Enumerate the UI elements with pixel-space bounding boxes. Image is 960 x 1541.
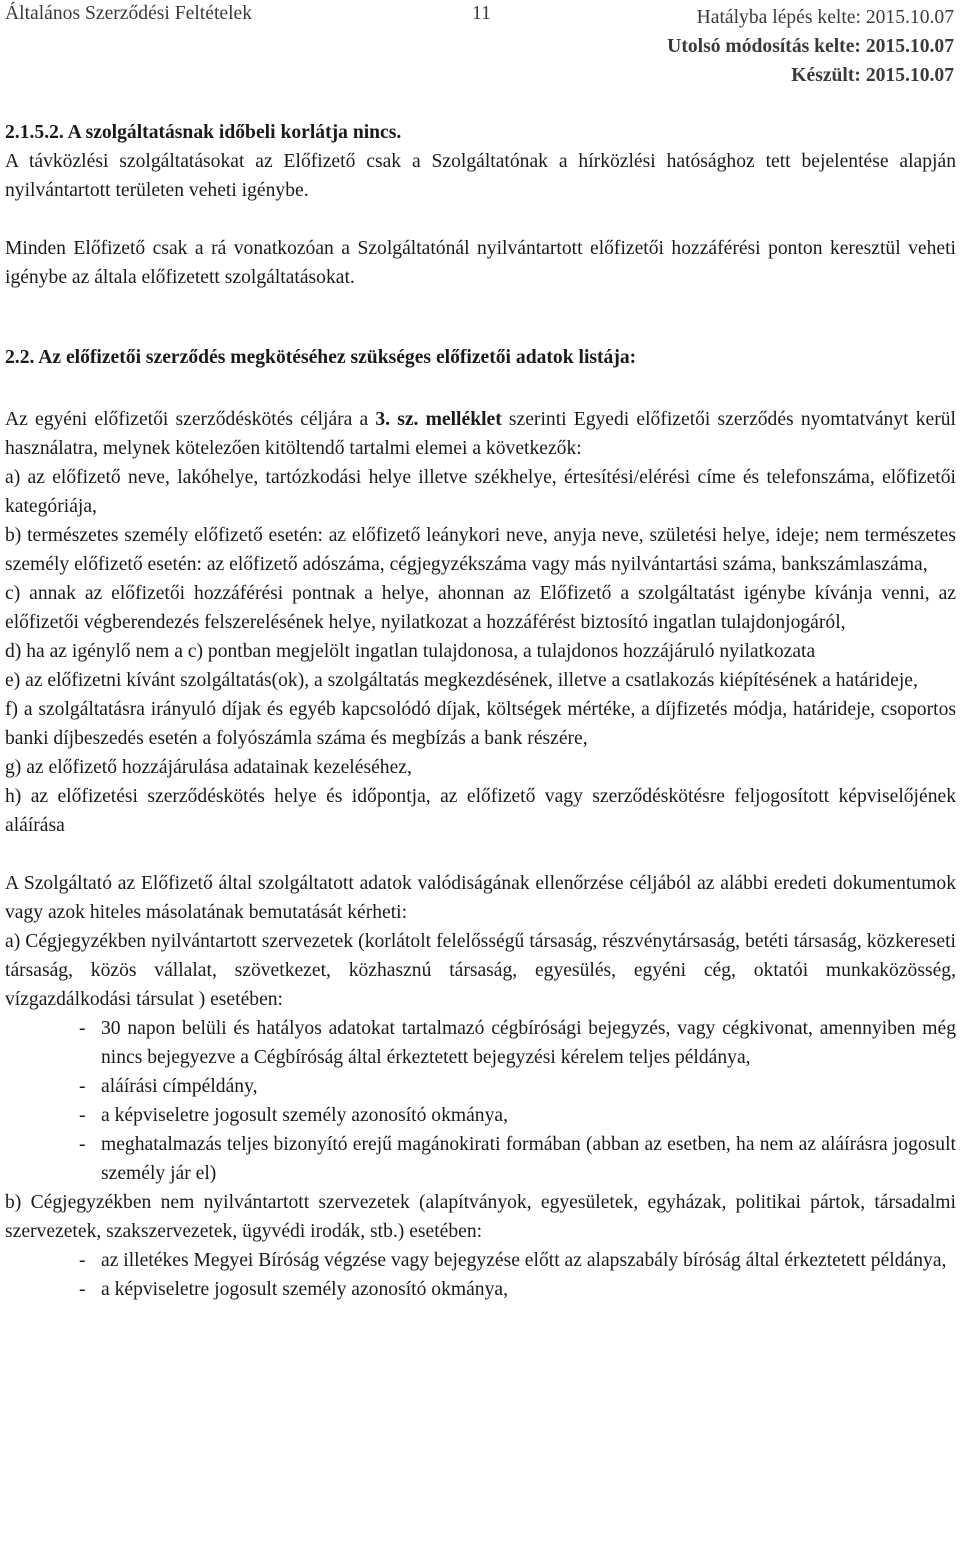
section-2-1-5-2-paragraph-2: Minden Előfizető csak a rá vonatkozóan a Szolgáltatónál nyilvántartott előfizetői hozzáférési ponton keresztül veheti igénybe az általa előfizetett szolgáltatásokat.	[5, 238, 956, 288]
intro-text-a: Az egyéni előfizetői szerződéskötés céljára a	[5, 409, 376, 430]
list-item-d: d) ha az igénylő nem a c) pontban megjelölt ingatlan tulajdonosa, a tulajdonos hozzájáruló nyilatkozata	[5, 641, 816, 662]
document-body	[5, 118, 956, 1304]
verification-intro: A Szolgáltató az Előfizető által szolgáltatott adatok valódiságának ellenőrzése céljából az alábbi eredeti dokumentumok vagy azok hiteles másolatának bemutatását kérheti:	[5, 873, 956, 923]
registered-organisations-intro: a) Cégjegyzékben nyilvántartott szervezetek (korlátolt felelősségű társaság, részvénytársaság, betéti társaság, közkereseti társaság, közös vállalat, szövetkezet, közhasznú társaság, egyesülés, egyéni cég, oktatói munkaközösség, vízgazdálkodási társulat ) esetében:	[5, 931, 956, 1010]
dash-item	[5, 1130, 956, 1188]
intro-text-b: szerinti Egyedi előfizetői szerződés nyomtatványt kerül használatra, melynek kötelezően kitöltendő tartalmi elemei a következők:	[5, 409, 956, 459]
dash-marker: -	[79, 1134, 86, 1155]
header-created-date: Készült: 2015.10.07	[791, 65, 954, 86]
list-item-b: b) természetes személy előfizető esetén: az előfizető leánykori neve, anyja neve, születési helye, ideje; nem természetes személy előfizető esetén: az előfizető adószáma, cégjegyzékszáma vagy más nyilvántartási száma, bankszámlaszáma,	[5, 525, 956, 575]
list-item-f: f) a szolgáltatásra irányuló díjak és egyéb kapcsolódó díjak, költségek mértéke, a díjfizetés módja, határideje, csoportos banki díjbeszedés esetén a folyószámla száma és megbízás a bank részére,	[5, 699, 956, 749]
dash-marker: -	[79, 1018, 86, 1039]
list-item-c: c) annak az előfizetői hozzáférési pontnak a helye, ahonnan az Előfizető a szolgáltatást igénybe kívánja venni, az előfizetői végberendezés felszerelésének helye, nyilatkozat a hozzáférést biztosító ingatlan tulajdonjogáról,	[5, 583, 956, 633]
dash-item-text: a képviseletre jogosult személy azonosító okmánya,	[101, 1279, 509, 1300]
dash-item	[5, 1101, 956, 1130]
list-item-a: a) az előfizető neve, lakóhelye, tartózkodási helye illetve székhelye, értesítési/elérési címe és telefonszáma, előfizetői kategóriája,	[5, 467, 956, 517]
dash-marker: -	[79, 1250, 86, 1271]
dash-item-text: az illetékes Megyei Bíróság végzése vagy bejegyzése előtt az alapszabály bíróság által érkeztetett példánya,	[101, 1250, 947, 1271]
section-2-2-intro	[5, 401, 956, 463]
dash-item-text: meghatalmazás teljes bizonyító erejű magánokirati formában (abban az esetben, ha nem az aláírásra jogosult személy jár el)	[101, 1134, 956, 1184]
dash-item	[5, 1072, 956, 1101]
dash-item	[5, 1246, 956, 1275]
list-item-h: h) az előfizetési szerződéskötés helye és időpontja, az előfizető vagy szerződéskötésre feljogosított képviselőjének aláírása	[5, 786, 956, 836]
section-2-2-heading: 2.2. Az előfizetői szerződés megkötéséhez szükséges előfizetői adatok listája:	[5, 347, 637, 368]
header-dates	[667, 3, 954, 90]
dash-marker: -	[79, 1279, 86, 1300]
header-page-number: 11	[472, 3, 491, 24]
dash-marker: -	[79, 1105, 86, 1126]
header-modified-date: Utolsó módosítás kelte: 2015.10.07	[667, 36, 954, 57]
dash-item-text: a képviseletre jogosult személy azonosító okmánya,	[101, 1105, 509, 1126]
dash-item-text: aláírási címpéldány,	[101, 1076, 258, 1097]
annex-reference: 3. sz. melléklet	[375, 409, 502, 430]
list-item-g: g) az előfizető hozzájárulása adatainak kezeléséhez,	[5, 757, 412, 778]
section-2-1-5-2-heading: 2.1.5.2. A szolgáltatásnak időbeli korlátja nincs.	[5, 122, 402, 143]
section-2-1-5-2-paragraph-1: A távközlési szolgáltatásokat az Előfizető csak a Szolgáltatónak a hírközlési hatósághoz tett bejelentése alapján nyilvántartott területen veheti igénybe.	[5, 151, 956, 201]
unregistered-organisations-intro: b) Cégjegyzékben nem nyilvántartott szervezetek (alapítványok, egyesületek, egyházak, politikai pártok, társadalmi szervezetek, szakszervezetek, ügyvédi irodák, stb.) esetében:	[5, 1192, 956, 1242]
dash-item-text: 30 napon belüli és hatályos adatokat tartalmazó cégbírósági bejegyzés, vagy cégkivonat, amennyiben még nincs bejegyezve a Cégbíróság által érkeztetett bejegyzési kérelem teljes példánya,	[101, 1018, 956, 1068]
list-item-e: e) az előfizetni kívánt szolgáltatás(ok), a szolgáltatás megkezdésének, illetve a csatlakozás kiépítésének a határideje,	[5, 670, 918, 691]
header-doc-title: Általános Szerződési Feltételek	[5, 3, 253, 24]
dash-item	[5, 1014, 956, 1072]
dash-item	[5, 1275, 956, 1304]
dash-marker: -	[79, 1076, 86, 1097]
header-effective-date: Hatályba lépés kelte: 2015.10.07	[696, 7, 954, 28]
page-header	[5, 3, 956, 89]
